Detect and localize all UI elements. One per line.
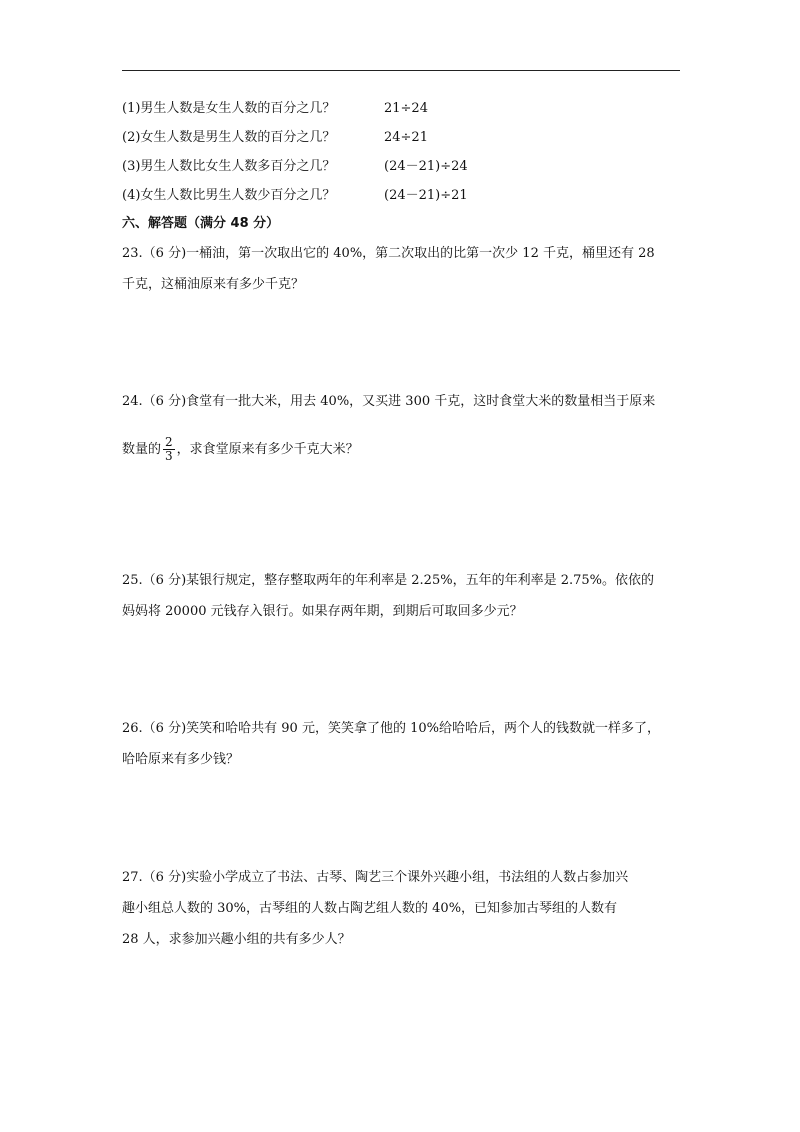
q24-fraction-numerator: 2 xyxy=(165,435,173,449)
q24-fraction xyxy=(163,436,175,463)
q24-fraction-denominator: 3 xyxy=(165,449,173,463)
part5-item-3-expression: (24－21)÷24 xyxy=(384,159,468,174)
part5-item-2-question: (2)女生人数是男生人数的百分之几？ xyxy=(122,130,336,145)
part5-item-2-expression: 24÷21 xyxy=(384,130,428,145)
q27-line-2: 趣小组总人数的 30%，古琴组的人数占陶艺组人数的 40%，已知参加古琴组的人数有 xyxy=(122,901,618,916)
header-rule xyxy=(122,70,680,71)
part5-item-3-question: (3)男生人数比女生人数多百分之几？ xyxy=(122,159,336,174)
part5-item-4-expression: (24－21)÷21 xyxy=(384,188,468,203)
section-heading: 六、解答题（满分 48 分） xyxy=(122,216,280,231)
q24-line-2-suffix: ，求食堂原来有多少千克大米？ xyxy=(176,442,359,457)
q26-line-2: 哈哈原来有多少钱？ xyxy=(122,752,240,767)
part5-item-1-expression: 21÷24 xyxy=(384,101,428,116)
part5-item-4-question: (4)女生人数比男生人数少百分之几？ xyxy=(122,188,336,203)
q24-line-1: 24.（6 分)食堂有一批大米，用去 40%，又买进 300 千克，这时食堂大米的数量相当于原来 xyxy=(122,394,656,409)
q24-line-2-prefix: 数量的 xyxy=(122,442,162,457)
q23-line-2: 千克，这桶油原来有多少千克？ xyxy=(122,277,305,292)
q27-line-3: 28 人，求参加兴趣小组的共有多少人？ xyxy=(122,932,351,947)
q24-line-2 xyxy=(122,436,359,463)
q25-line-1: 25.（6 分)某银行规定，整存整取两年的年利率是 2.25%，五年的年利率是 2.75%。依依的 xyxy=(122,573,655,588)
part5-item-1-question: (1)男生人数是女生人数的百分之几？ xyxy=(122,101,336,116)
q23-line-1: 23.（6 分)一桶油，第一次取出它的 40%，第二次取出的比第一次少 12 千克，桶里还有 28 xyxy=(122,246,655,261)
q26-line-1: 26.（6 分)笑笑和哈哈共有 90 元，笑笑拿了他的 10%给哈哈后，两个人的钱数就一样多了， xyxy=(122,721,660,736)
q27-line-1: 27.（6 分)实验小学成立了书法、古琴、陶艺三个课外兴趣小组，书法组的人数占参加兴 xyxy=(122,870,629,885)
q25-line-2: 妈妈将 20000 元钱存入银行。如果存两年期，到期后可取回多少元？ xyxy=(122,604,523,619)
